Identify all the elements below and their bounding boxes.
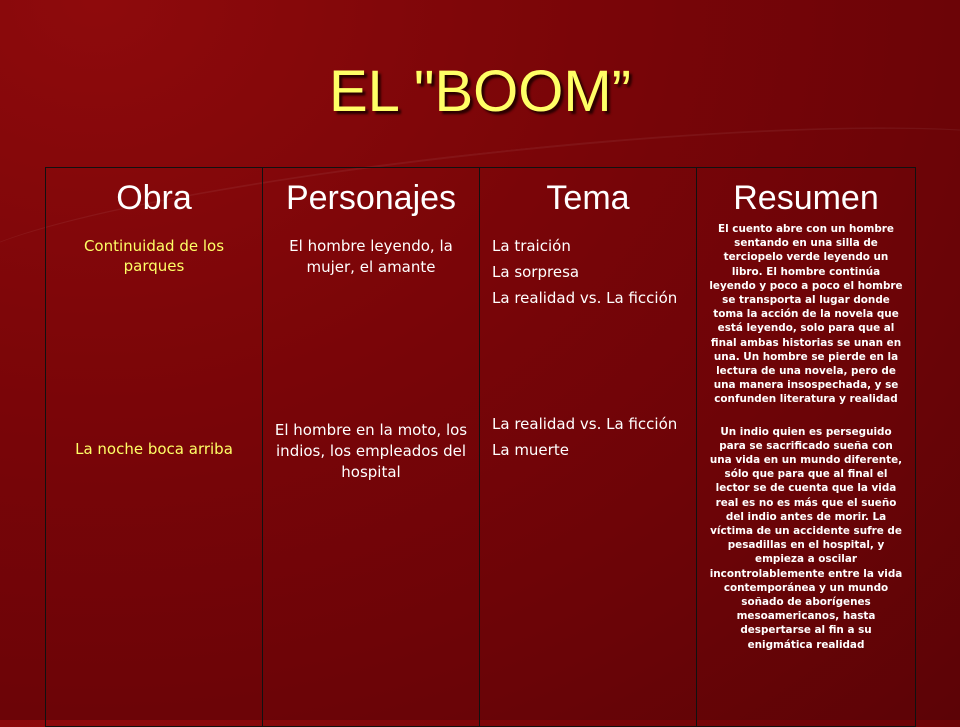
tema-item: La muerte xyxy=(492,441,569,459)
tema-column xyxy=(480,168,697,727)
obra-column xyxy=(46,168,263,727)
tema-item: La realidad vs. La ficción xyxy=(492,289,678,307)
resumen-1: El cuento abre con un hombre sentando en una silla de terciopelo verde leyendo un libro. El hombre continúa leyendo y poco a poco el hombre se transporta al lugar donde toma la acción de la novela que está leyendo, solo para que al final ambas historias se unan en una. Un hombre se pierde en la lectura de una novela, pero de una manera insospechada, y se confunden literatura y realidad xyxy=(709,223,903,406)
tema-item: La sorpresa xyxy=(492,263,580,281)
temas-1 xyxy=(492,236,686,414)
obra-2: La noche boca arriba xyxy=(75,440,233,458)
obra-1: Continuidad de los parques xyxy=(83,237,225,275)
tema-item: La realidad vs. La ficción xyxy=(492,415,678,433)
resumen-column xyxy=(697,168,916,727)
tema-item: La traición xyxy=(492,237,571,255)
resumen-2: Un indio quien es perseguido para se sacrificado sueña con una vida en un mundo diferente, sólo que para que al final el lector se de cuenta que la vida real es no es más que el sueño del indio antes de morir. La víctima de un accidente sufre de pesadillas en el hospital, y empieza a oscilar incontrolablemente entre la vida contemporánea y un mundo soñado de aborígenes mesoamericanos, hasta despertarse al fin a su enigmática realidad xyxy=(709,425,903,651)
header-personajes: Personajes xyxy=(285,179,457,217)
personajes-column xyxy=(263,168,480,727)
header-obra: Obra xyxy=(116,179,192,217)
personajes-1: El hombre leyendo, la mujer, el amante xyxy=(289,237,453,276)
personajes-2: El hombre en la moto, los indios, los empleados del hospital xyxy=(274,421,468,481)
temas-2 xyxy=(492,414,686,461)
header-tema: Tema xyxy=(546,179,630,217)
header-resumen: Resumen xyxy=(733,179,879,217)
slide-title: EL "BOOM” xyxy=(328,59,632,124)
boom-table xyxy=(45,167,916,727)
